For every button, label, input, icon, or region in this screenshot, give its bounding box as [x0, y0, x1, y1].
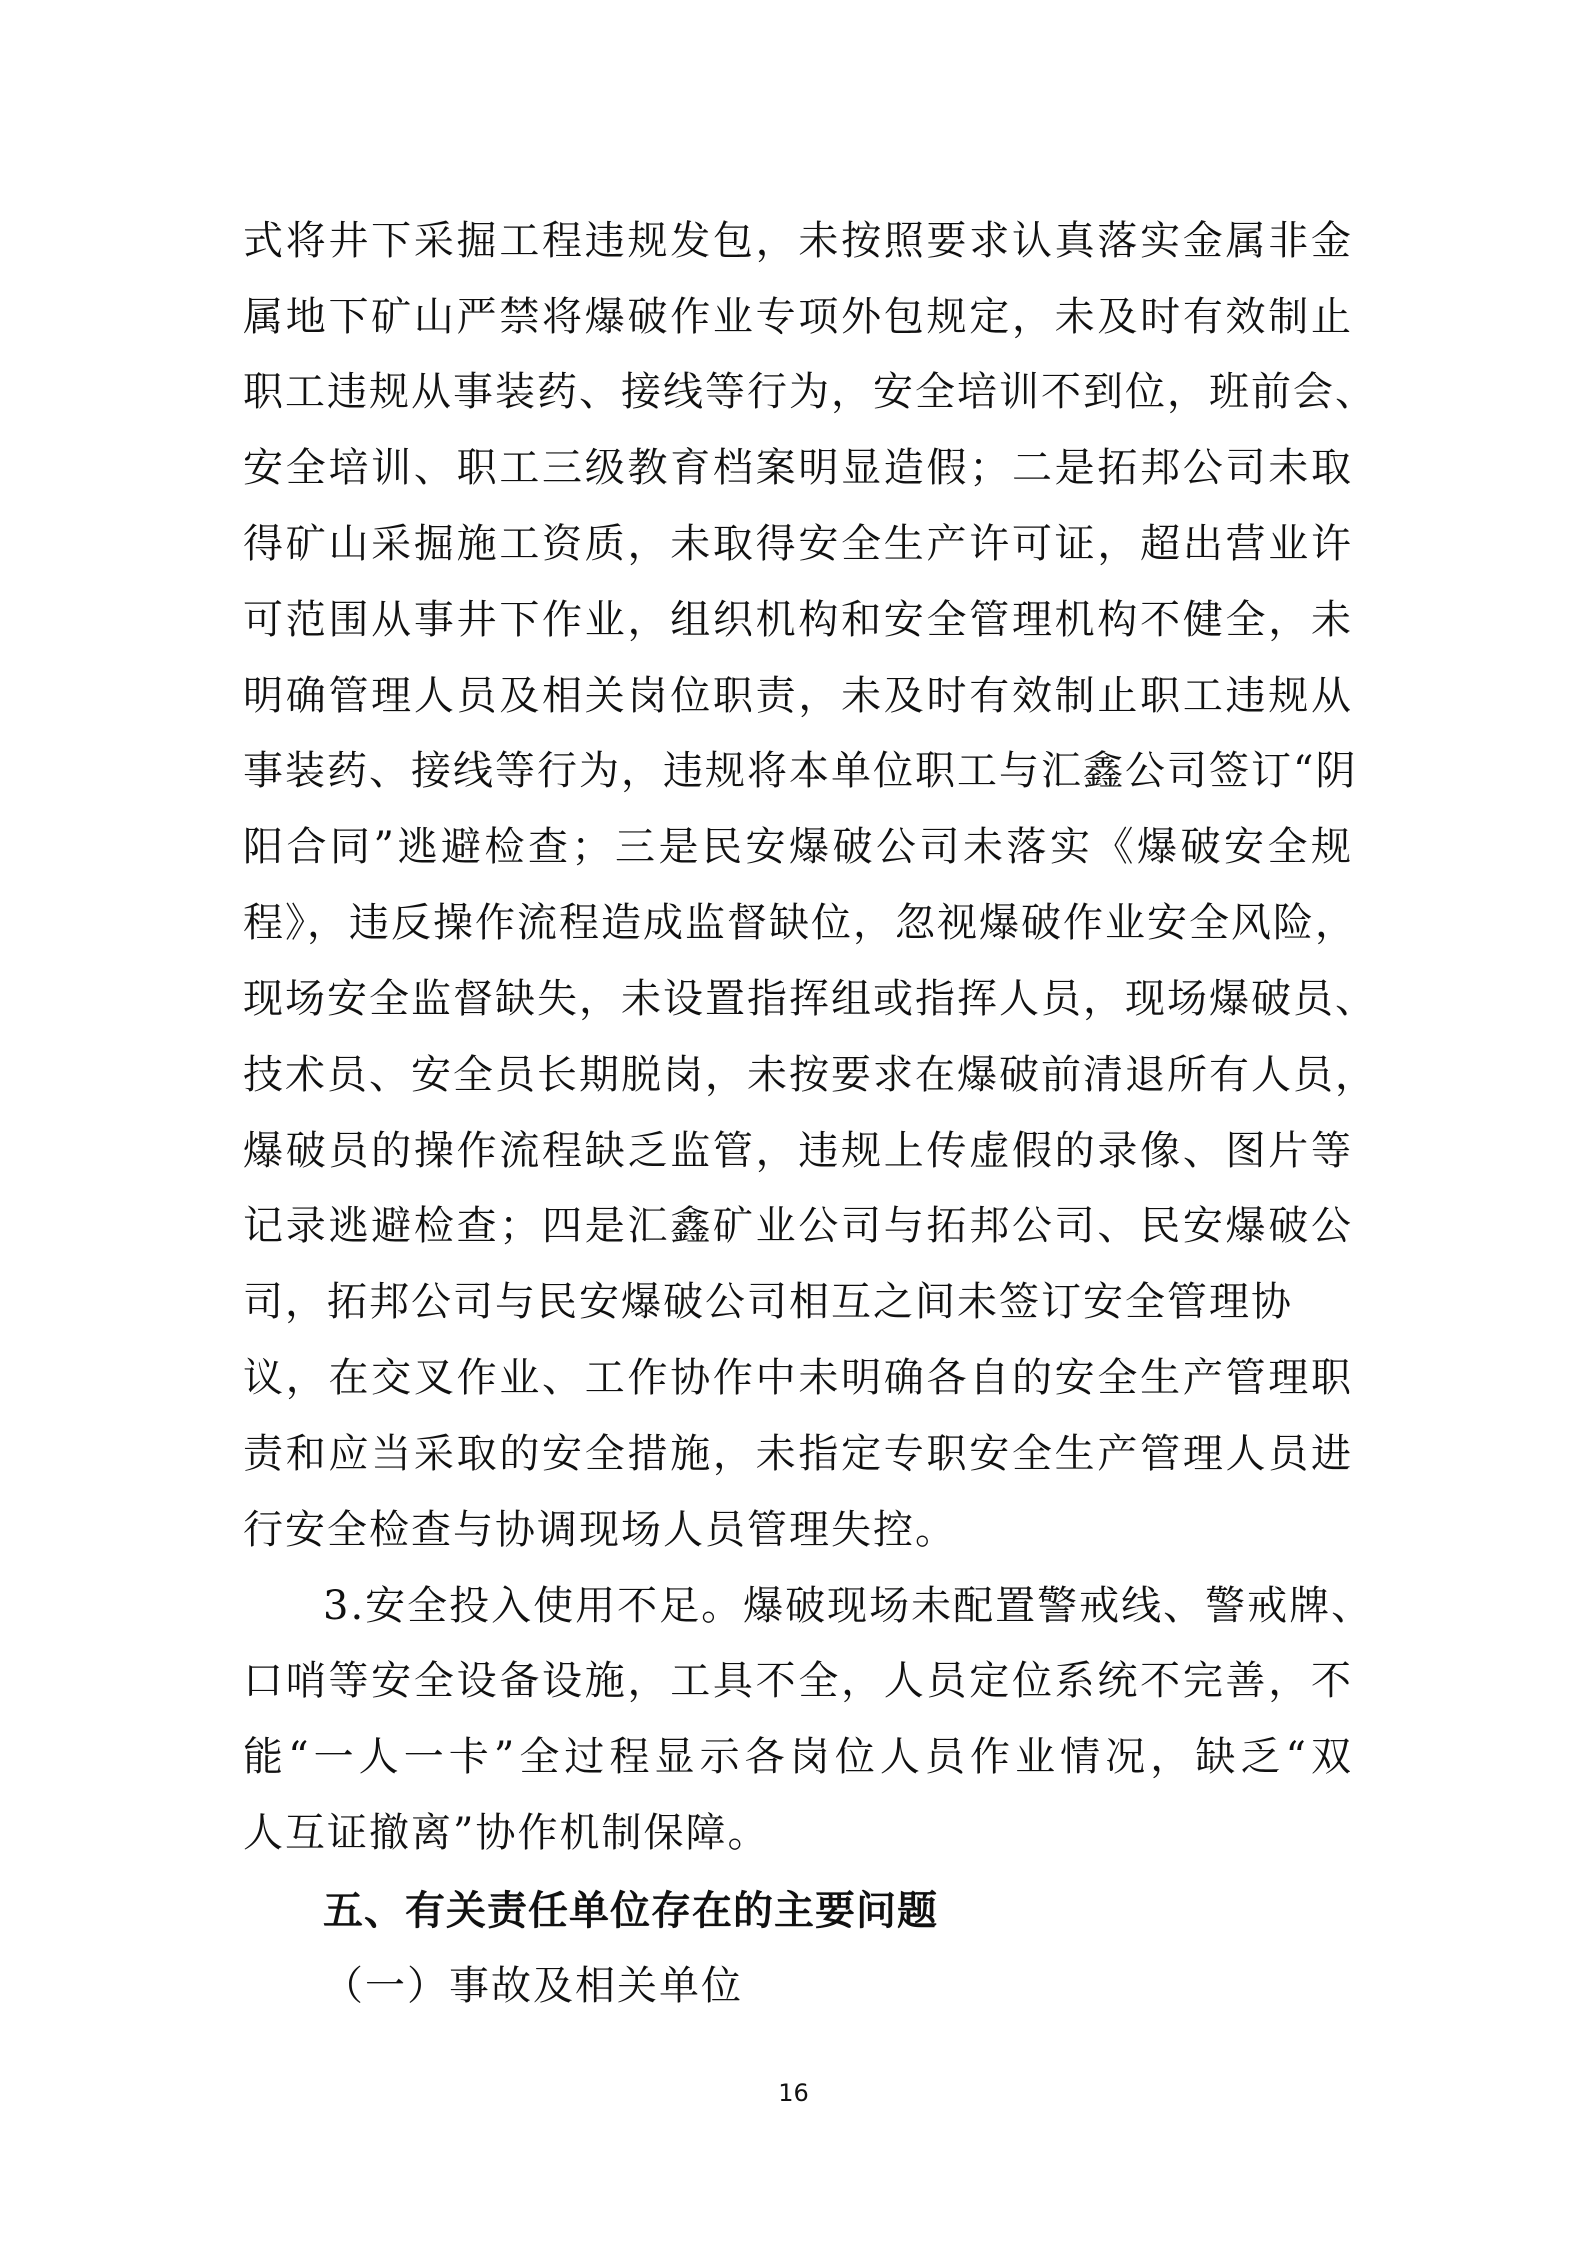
- paragraph-line: 现场安全监督缺失，未设置指挥组或指挥人员，现场爆破员、: [243, 976, 1377, 1022]
- paragraph-line: 事装药、接线等行为，违规将本单位职工与汇鑫公司签订“阴: [243, 748, 1358, 794]
- paragraph-line: 得矿山采掘施工资质，未取得安全生产许可证，超出营业许: [243, 521, 1353, 567]
- paragraph-line: 3.安全投入使用不足。爆破现场未配置警戒线、警戒牌、: [323, 1583, 1374, 1629]
- paragraph-line: 可范围从事井下作业，组织机构和安全管理机构不健全，未: [243, 597, 1353, 643]
- paragraph-line: 职工违规从事装药、接线等行为，安全培训不到位，班前会、: [243, 369, 1377, 415]
- paragraph-line: 记录逃避检查；四是汇鑫矿业公司与拓邦公司、民安爆破公: [243, 1203, 1353, 1249]
- paragraph-line: 司，拓邦公司与民安爆破公司相互之间未签订安全管理协: [243, 1279, 1293, 1325]
- paragraph-line: 属地下矿山严禁将爆破作业专项外包规定，未及时有效制止: [243, 294, 1353, 340]
- paragraph-line: 程》，违反操作流程造成监督缺位，忽视爆破作业安全风险，: [243, 900, 1357, 946]
- paragraph-line: 口哨等安全设备设施，工具不全，人员定位系统不完善，不: [243, 1658, 1353, 1704]
- paragraph-line: 能“一人一卡”全过程显示各岗位人员作业情况，缺乏“双: [243, 1734, 1353, 1780]
- paragraph-line: 阳合同”逃避检查；三是民安爆破公司未落实《爆破安全规: [243, 824, 1353, 870]
- paragraph-line: 安全培训、职工三级教育档案明显造假；二是拓邦公司未取: [243, 445, 1353, 491]
- paragraph-line: 爆破员的操作流程缺乏监管，违规上传虚假的录像、图片等: [243, 1128, 1353, 1174]
- paragraph-line: 式将井下采掘工程违规发包，未按照要求认真落实金属非金: [243, 218, 1353, 264]
- section-heading: 五、有关责任单位存在的主要问题: [323, 1888, 938, 1934]
- paragraph-line: 议，在交叉作业、工作协作中未明确各自的安全生产管理职: [243, 1355, 1353, 1401]
- paragraph-line: 行安全检查与协调现场人员管理失控。: [243, 1507, 957, 1553]
- paragraph-line: 技术员、安全员长期脱岗，未按要求在爆破前清退所有人员，: [243, 1052, 1377, 1098]
- paragraph-line: 人互证撤离”协作机制保障。: [243, 1810, 770, 1856]
- paragraph-line: 明确管理人员及相关岗位职责，未及时有效制止职工违规从: [243, 673, 1353, 719]
- page-number: 16: [778, 2079, 809, 2107]
- paragraph-line: 责和应当采取的安全措施，未指定专职安全生产管理人员进: [243, 1431, 1353, 1477]
- subsection-heading: （一）事故及相关单位: [323, 1963, 743, 2009]
